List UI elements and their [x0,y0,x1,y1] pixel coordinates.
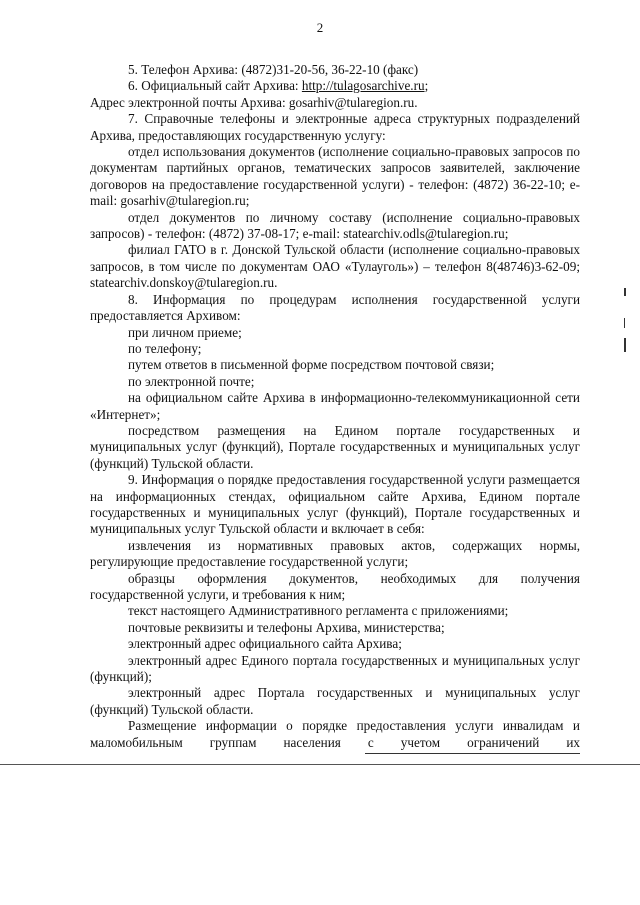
paragraph-item-9: 9. Информация о порядке предоставления государственной услуги размещается на информационных стендах, официальном сайте Архива, Едином портале государственных и муниципальных услуг (функций), Портале государственных и муниципальных услуг Тульской области и включает в себя: [90,472,580,537]
website-link[interactable]: http://tulagosarchive.ru [301,78,425,94]
paragraph-by-phone: по телефону; [128,340,202,356]
paragraph-regulation-text: текст настоящего Административного регламента с приложениями; [128,603,509,619]
paragraph-regional-portal: электронный адрес Портала государственных и муниципальных услуг (функций) Тульской области. [90,685,580,717]
margin-mark-bottom [624,338,626,352]
paragraph-portals: посредством размещения на Едином портале государственных и муниципальных услуг (функций), Портале государственных и муниципальных услуг (функций) Тульской области. [90,422,580,471]
paragraph-item-8: 8. Информация по процедурам исполнения государственной услуги предоставляется Архивом: [90,291,580,324]
website-prefix: 6. Официальный сайт Архива: [128,78,302,94]
page-number: 2 [316,20,324,35]
paragraph-by-email: по электронной почте; [128,373,255,389]
margin-mark-top [624,288,626,296]
paragraph-item-7: 7. Справочные телефоны и электронные адреса структурных подразделений Архива, предоставляющих государственную услугу: [90,111,580,143]
paragraph-site-address: электронный адрес официального сайта Архива; [128,636,402,652]
document-body [90,62,580,751]
paragraph-phone: 5. Телефон Архива: (4872)31-20-56, 36-22-10 (факс) [128,62,419,77]
paragraph-personal-reception: при личном приеме; [128,324,242,340]
paragraph-postal-details: почтовые реквизиты и телефоны Архива, министерства; [128,619,445,635]
paragraph-unified-portal: электронный адрес Единого портала государственных и муниципальных услуг (функций); [90,652,580,685]
paragraph-by-mail: путем ответов в письменной форме посредством почтовой связи; [128,357,495,373]
footer-rule-short [365,753,580,754]
footer-rule [0,764,640,765]
margin-mark-middle [624,318,625,328]
paragraph-personnel-department: отдел документов по личному составу (исполнение социально-правовых запросов) - телефон: (4872) 37-08-17; e-mail: statearchiv.odls@tularegion.ru; [90,209,580,242]
website-suffix: ; [424,78,429,94]
paragraph-accessibility: Размещение информации о порядке предоставления услуги инвалидам и маломобильным группам населения с учетом ограничений их [90,718,580,750]
paragraph-donskoy-branch: филиал ГАТО в г. Донской Тульской области (исполнение социально-правовых запросов, в том числе по документам ОАО «Тулауголь») – телефон 8(48746)3-62-09; statearchiv.donskoy@tularegion.ru. [90,242,580,291]
paragraph-email: Адрес электронной почты Архива: gosarhiv@tularegion.ru. [90,94,418,110]
paragraph-document-samples: образцы оформления документов, необходимых для получения государственной услуги, и требования к ним; [90,570,580,602]
paragraph-website [90,78,580,94]
paragraph-legal-extracts: извлечения из нормативных правовых актов, содержащих нормы, регулирующие предоставление государственной услуги; [90,537,580,570]
paragraph-usage-department: отдел использования документов (исполнение социально-правовых запросов по документам партийных органов, тематических запросов заявителей, заключение договоров на предоставление государственной услуги) - телефон: (4872) 36-22-10; e-mail: gosarhiv@tularegion.ru; [90,144,580,209]
paragraph-official-site: на официальном сайте Архива в информационно-телекоммуникационной сети «Интернет»; [90,390,580,422]
